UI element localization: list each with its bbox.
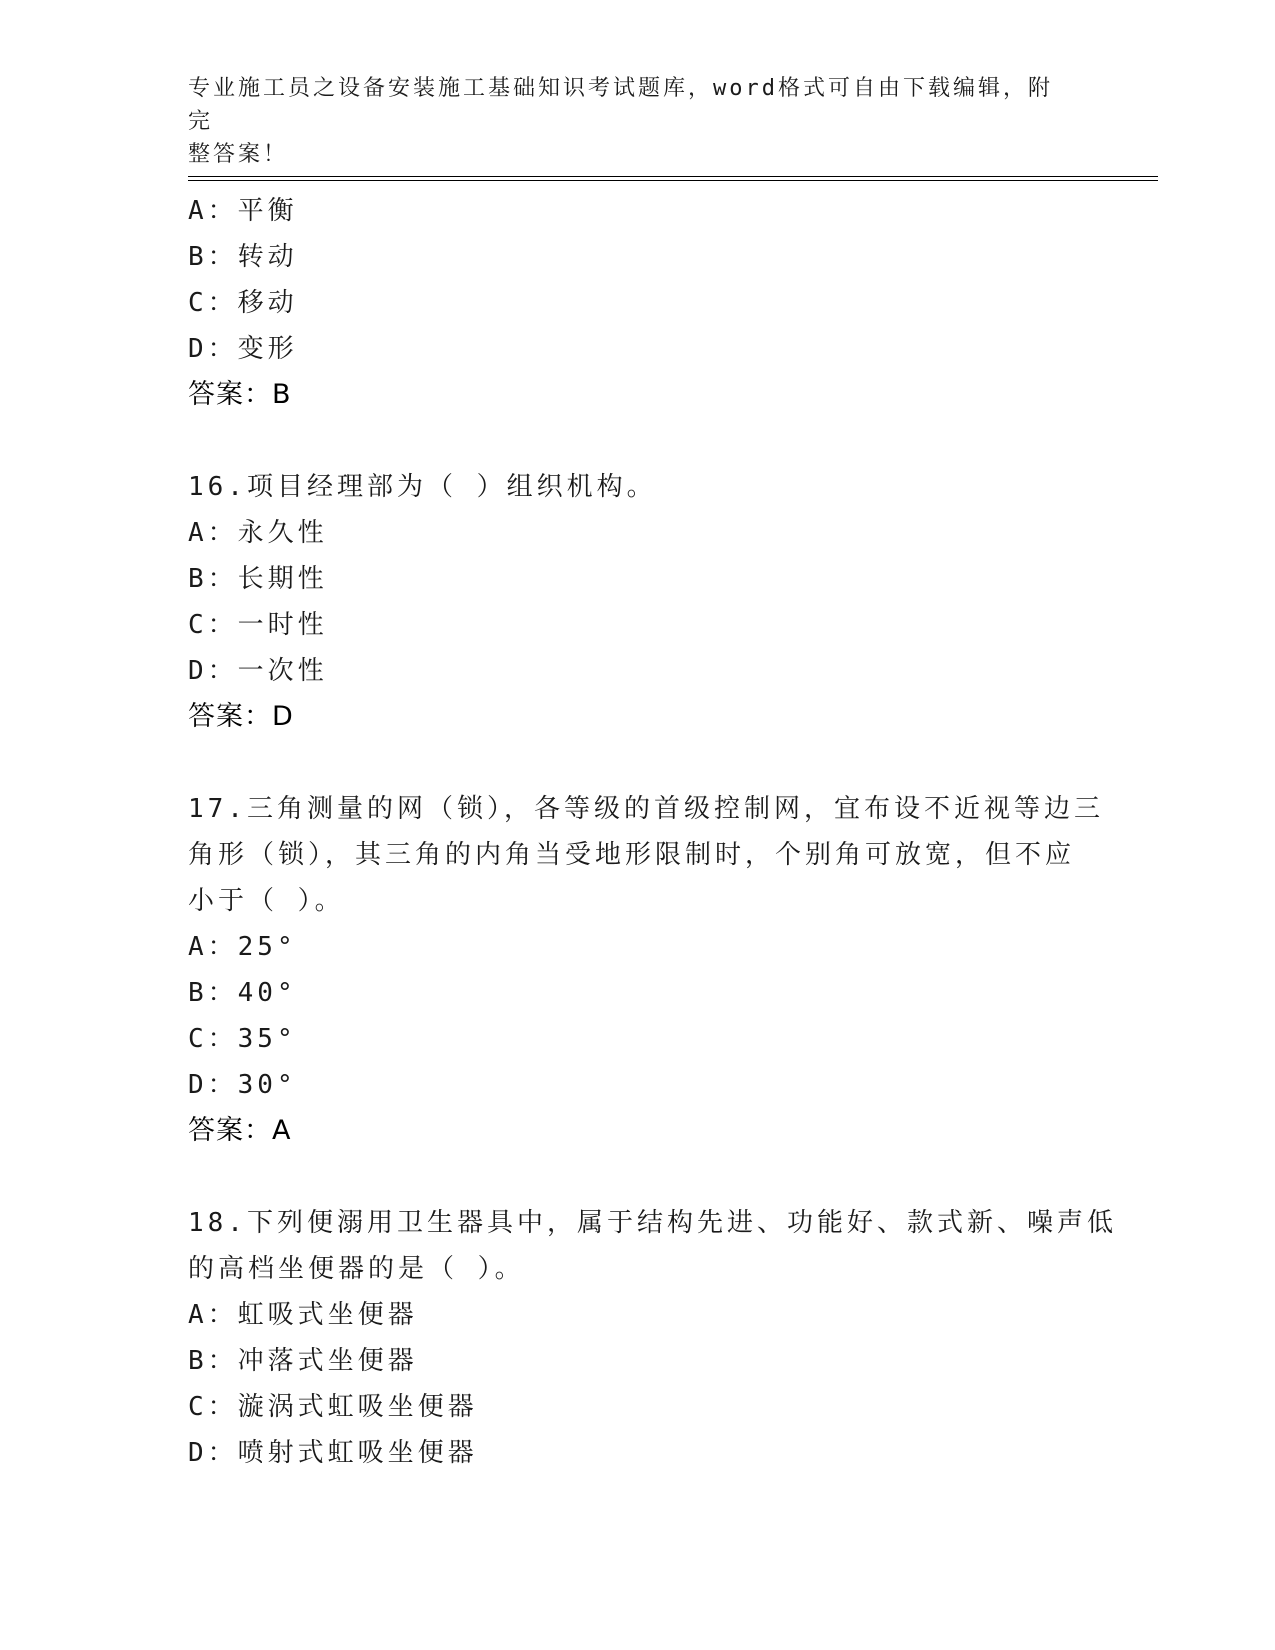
option-b: B：长期性: [188, 564, 328, 594]
option-c: C：一时性: [188, 610, 328, 640]
question-16: [188, 464, 1088, 740]
document-header: [188, 72, 1068, 171]
header-line-1: 专业施工员之设备安装施工基础知识考试题库，word格式可自由下载编辑，附完: [188, 76, 1053, 134]
question-list: [188, 188, 1117, 1476]
option-d: D：一次性: [188, 656, 328, 686]
question-stem: 16.项目经理部为（ ）组织机构。: [188, 472, 657, 502]
option-a: A：永久性: [188, 518, 328, 548]
header-divider: [188, 176, 1158, 181]
question-17: [188, 786, 1104, 1154]
question-stem-line-2: 角形（锁），其三角的内角当受地形限制时，个别角可放宽，但不应: [188, 840, 1076, 870]
question-15: [188, 188, 1088, 418]
question-spacer: [188, 1154, 1088, 1200]
question-stem-line-1: 18.下列便溺用卫生器具中，属于结构先进、功能好、款式新、噪声低: [188, 1208, 1117, 1238]
question-spacer: [188, 740, 1088, 786]
question-spacer: [188, 418, 1088, 464]
question-stem-line-3: 小于（ ）。: [188, 886, 345, 916]
option-b: B：40°: [188, 978, 297, 1008]
question-stem-line-1: 17.三角测量的网（锁），各等级的首级控制网，宜布设不近视等边三: [188, 794, 1104, 824]
answer: 答案：A: [188, 1115, 292, 1146]
option-a: A：虹吸式坐便器: [188, 1300, 418, 1330]
option-c: C：移动: [188, 288, 298, 318]
option-d: D：喷射式虹吸坐便器: [188, 1438, 478, 1468]
question-18: [188, 1200, 1117, 1476]
option-d: D：变形: [188, 334, 298, 364]
question-stem-line-2: 的高档坐便器的是（ ）。: [188, 1254, 525, 1284]
option-d: D：30°: [188, 1070, 297, 1100]
option-c: C：35°: [188, 1024, 297, 1054]
answer: 答案：B: [188, 379, 292, 410]
option-b: B：转动: [188, 242, 298, 272]
option-a: A：平衡: [188, 196, 298, 226]
option-a: A：25°: [188, 932, 297, 962]
answer: 答案：D: [188, 701, 294, 732]
option-b: B：冲落式坐便器: [188, 1346, 418, 1376]
option-c: C：漩涡式虹吸坐便器: [188, 1392, 478, 1422]
header-line-2: 整答案！: [188, 142, 289, 167]
